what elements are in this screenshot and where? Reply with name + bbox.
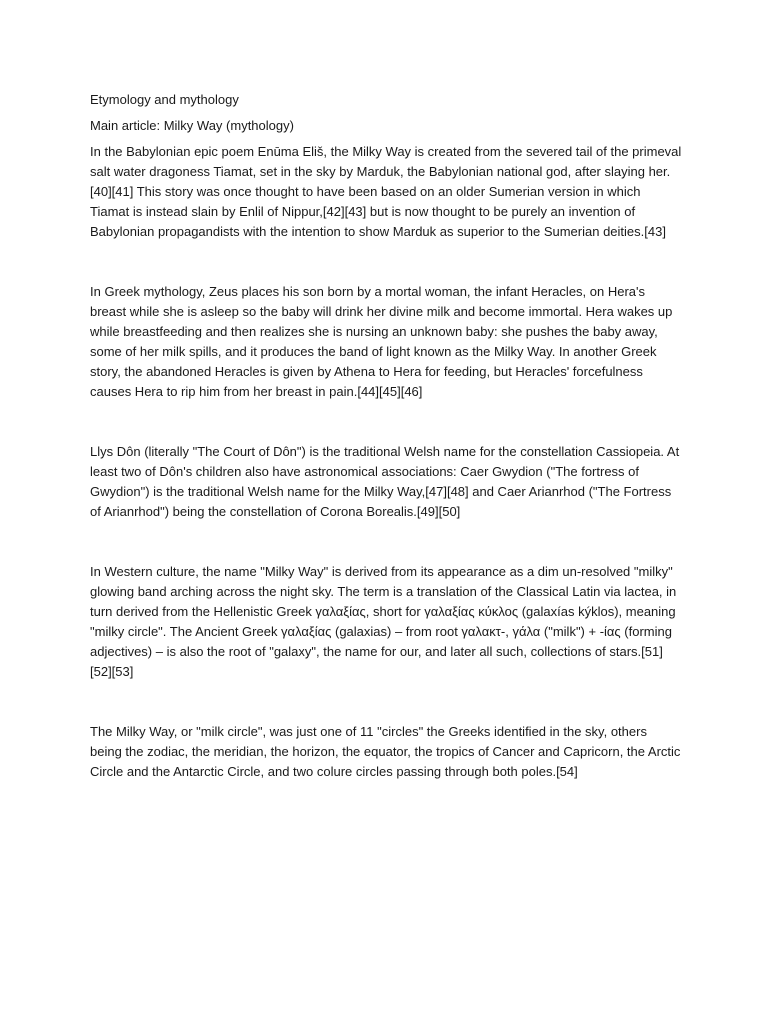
paragraph-babylonian: In the Babylonian epic poem Enūma Eliš, the Milky Way is created from the severed tail of the primeval salt water dragoness Tiamat, set in the sky by Marduk, the Babylonian national god, after slaying her.[40][41] This story was once thought to have been based on an older Sumerian version in which Tiamat is instead slain by Enlil of Nippur,[42][43] but is now thought to be purely an invention of Babylonian propagandists with the intention to show Marduk as superior to the Sumerian deities.[43]	[90, 144, 682, 239]
paragraph-circles: The Milky Way, or "milk circle", was just one of 11 "circles" the Greeks identified in the sky, others being the zodiac, the meridian, the horizon, the equator, the tropics of Cancer and Capricorn, the Arctic Circle and the Antarctic Circle, and two colure circles passing through both poles.[54]	[90, 724, 681, 779]
paragraph-western: In Western culture, the name "Milky Way" is derived from its appearance as a dim un-resolved "milky" glowing band arching across the night sky. The term is a translation of the Classical Latin via lactea, in turn derived from the Hellenistic Greek γαλαξίας, short for γαλαξίας κύκλος (galaxías kýklos), meaning "milky circle". The Ancient Greek γαλαξίας (galaxias) – from root γαλακτ-, γάλα ("milk") + -ίας (forming adjectives) – is also the root of "galaxy", the name for our, and later all such, collections of stars.[51][52][53]	[90, 564, 677, 679]
paragraph-greek: In Greek mythology, Zeus places his son born by a mortal woman, the infant Heracles, on Hera's breast while she is asleep so the baby will drink her divine milk and become immortal. Hera wakes up while breastfeeding and then realizes she is nursing an unknown baby: she pushes the baby away, some of her milk spills, and it produces the band of light known as the Milky Way. In another Greek story, the abandoned Heracles is given by Athena to Hera for feeding, but Heracles' forcefulness causes Hera to rip him from her breast in pain.[44][45][46]	[90, 284, 673, 399]
paragraph-spacer	[90, 682, 682, 722]
paragraph-spacer	[90, 522, 682, 562]
paragraph-welsh: Llys Dôn (literally "The Court of Dôn") is the traditional Welsh name for the constellation Cassiopeia. At least two of Dôn's children also have astronomical associations: Caer Gwydion ("The fortress of Gwydion") is the traditional Welsh name for the Milky Way,[47][48] and Caer Arianrhod ("The Fortress of Arianrhod") being the constellation of Corona Borealis.[49][50]	[90, 444, 680, 519]
paragraph-spacer	[90, 242, 682, 282]
document-body	[90, 90, 682, 782]
section-heading: Etymology and mythology	[90, 92, 239, 107]
paragraph-spacer	[90, 402, 682, 442]
main-article-link: Main article: Milky Way (mythology)	[90, 118, 294, 133]
